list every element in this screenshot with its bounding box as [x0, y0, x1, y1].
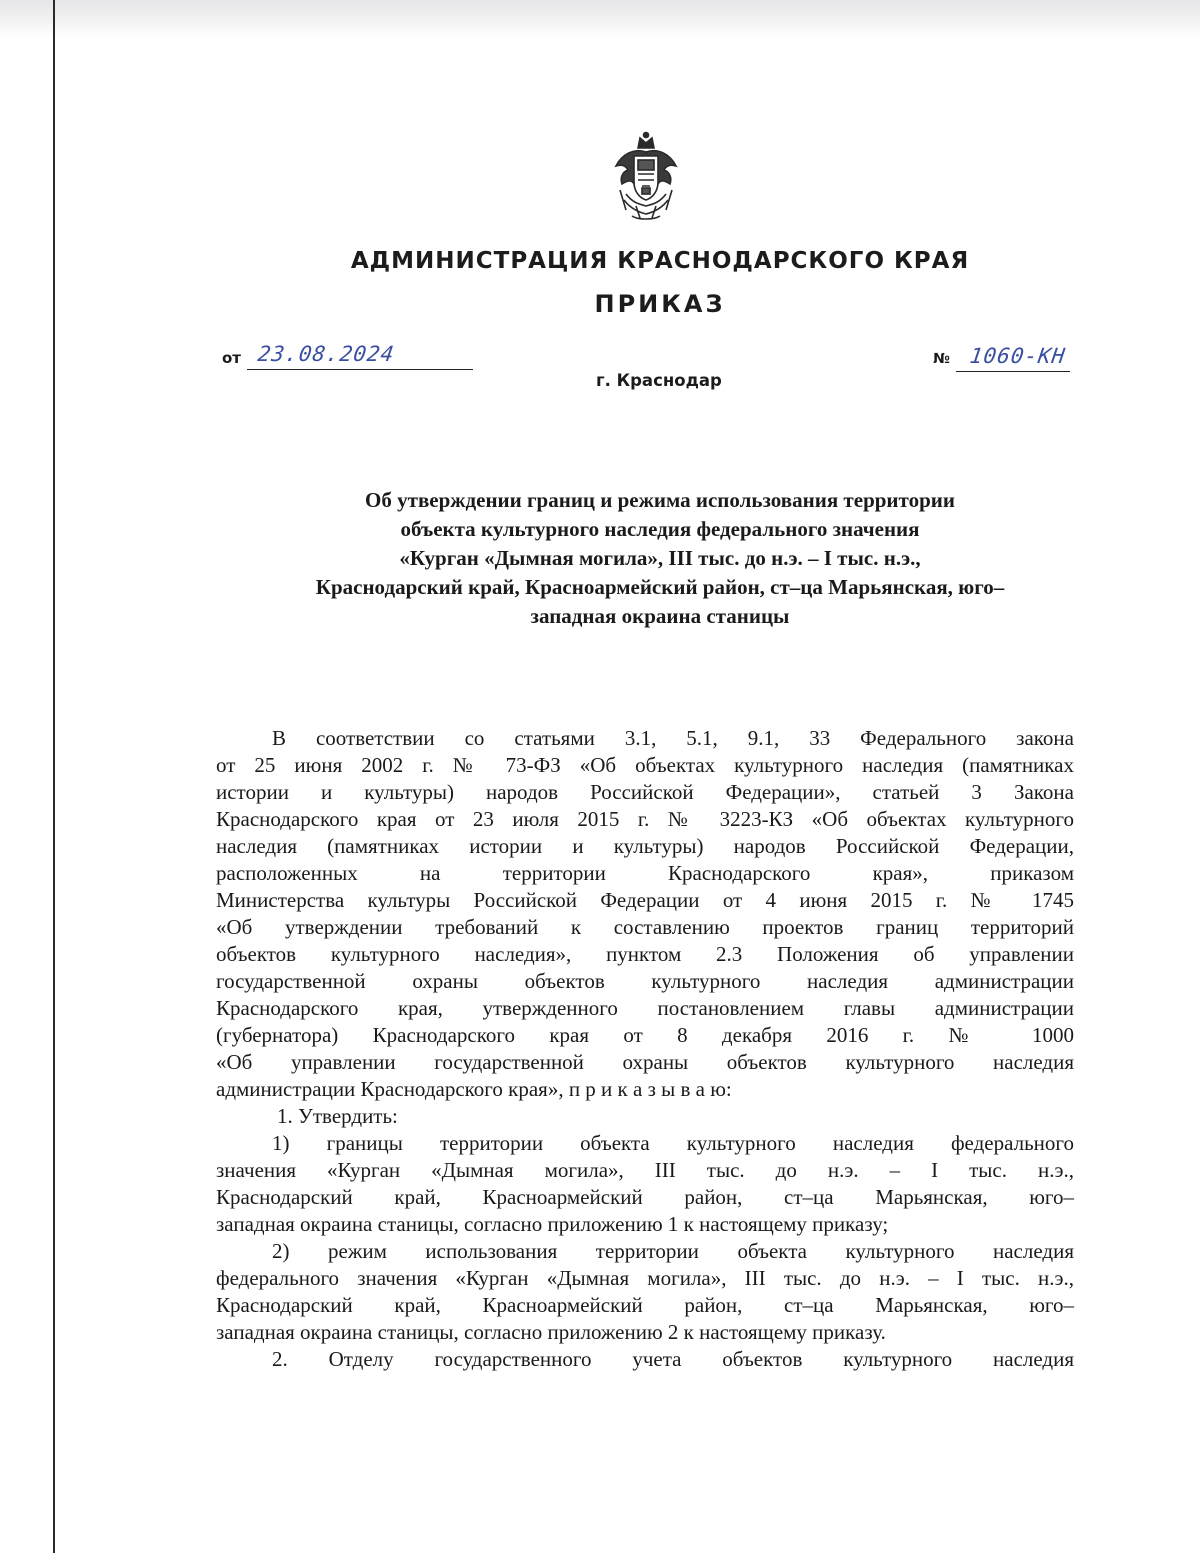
list-heading: 1. Утвердить: [277, 1104, 398, 1128]
number-underline [956, 371, 1070, 372]
date-underline [247, 369, 473, 370]
city: г. Краснодар [596, 371, 722, 390]
body-line: «Об утверждении требований к составлению проектов границ территорий [216, 915, 1074, 939]
title-line: Об утверждении границ и режима использования территории [365, 488, 955, 512]
body-line: федерального значения «Курган «Дымная могила», III тыс. до н.э. – I тыс. н.э., [216, 1266, 1074, 1290]
coat-of-arms-icon [612, 130, 680, 222]
body-line: западная окраина станицы, согласно приложению 1 к настоящему приказу; [216, 1212, 889, 1236]
date-label: от [222, 349, 241, 367]
date-value: 23.08.2024 [256, 342, 397, 366]
body-line: Краснодарский край, Красноармейский район, ст–ца Марьянская, юго– [216, 1293, 1074, 1317]
list-item: 2) режим использования территории объекта культурного наследия [272, 1239, 1074, 1263]
document-type: ПРИКАЗ [594, 290, 726, 318]
body-line: значения «Курган «Дымная могила», III тыс. до н.э. – I тыс. н.э., [216, 1158, 1074, 1182]
body-line: Краснодарского края от 23 июля 2015 г. № 3223-КЗ «Об объектах культурного [216, 807, 1074, 831]
document-title [200, 486, 1120, 631]
list-item: 1) границы территории объекта культурного наследия федерального [272, 1131, 1074, 1155]
title-line: западная окраина станицы [530, 604, 790, 628]
number-label: № [933, 351, 950, 367]
title-line: «Курган «Дымная могила», III тыс. до н.э. – I тыс. н.э., [399, 546, 921, 570]
body-line: государственной охраны объектов культурного наследия администрации [216, 969, 1074, 993]
body-line: Министерства культуры Российской Федерации от 4 июня 2015 г. № 1745 [216, 888, 1074, 912]
body-line: расположенных на территории Краснодарского края», приказом [216, 861, 1074, 885]
title-line: Краснодарский край, Красноармейский район, ст–ца Марьянская, юго– [315, 575, 1005, 599]
body-line: западная окраина станицы, согласно приложению 2 к настоящему приказу. [216, 1320, 886, 1344]
document-body [216, 725, 1074, 1373]
organization-name: АДМИНИСТРАЦИЯ КРАСНОДАРСКОГО КРАЯ [350, 248, 970, 274]
number-value: 1060-КН [968, 344, 1068, 368]
title-line: объекта культурного наследия федерального значения [400, 517, 920, 541]
page-left-edge [53, 0, 55, 1553]
body-line: наследия (памятниках истории и культуры) народов Российской Федерации, [216, 834, 1074, 858]
body-line: В соответствии со статьями 3.1, 5.1, 9.1, 33 Федерального закона [272, 726, 1074, 750]
list-item: 2. Отделу государственного учета объектов культурного наследия [272, 1347, 1074, 1371]
body-line: (губернатора) Краснодарского края от 8 декабря 2016 г. № 1000 [216, 1023, 1074, 1047]
body-line: Краснодарский край, Красноармейский район, ст–ца Марьянская, юго– [216, 1185, 1074, 1209]
body-line: Краснодарского края, утвержденного постановлением главы администрации [216, 996, 1074, 1020]
body-line: от 25 июня 2002 г. № 73-ФЗ «Об объектах культурного наследия (памятниках [216, 753, 1074, 777]
body-line: истории и культуры) народов Российской Федерации», статьей 3 Закона [216, 780, 1074, 804]
body-line: «Об управлении государственной охраны объектов культурного наследия [216, 1050, 1074, 1074]
body-line: объектов культурного наследия», пунктом 2.3 Положения об управлении [216, 942, 1074, 966]
body-line: администрации Краснодарского края», п р и к а з ы в а ю: [216, 1077, 732, 1101]
scan-shadow-top [0, 0, 1200, 38]
